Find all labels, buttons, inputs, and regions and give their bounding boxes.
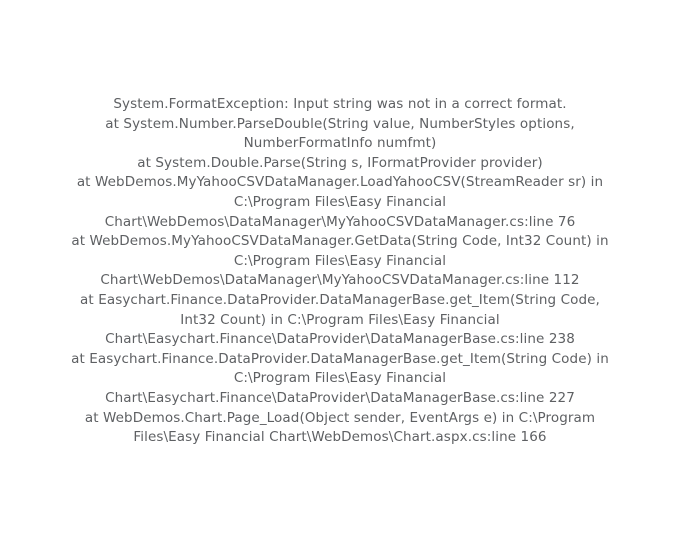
- stack-trace-line: NumberFormatInfo numfmt): [243, 135, 437, 152]
- stack-trace-line: C:\Program Files\Easy Financial: [233, 193, 447, 210]
- stack-trace-line: at System.Double.Parse(String s, IFormatProvider provider): [137, 154, 543, 171]
- stack-trace-line-exception-message: System.FormatException: Input string was not in a correct format.: [113, 96, 567, 112]
- stack-trace-line: at WebDemos.MyYahooCSVDataManager.LoadYahooCSV(StreamReader sr) in: [76, 174, 604, 191]
- stack-trace-line: at WebDemos.Chart.Page_Load(Object sender, EventArgs e) in C:\Program: [84, 409, 596, 426]
- stack-trace-line: Chart\Easychart.Finance\DataProvider\DataManagerBase.cs:line 238: [105, 331, 575, 348]
- stack-trace-line: C:\Program Files\Easy Financial: [233, 370, 447, 387]
- stack-trace-line: Int32 Count) in C:\Program Files\Easy Financial: [180, 311, 500, 328]
- stack-trace-line: Chart\Easychart.Finance\DataProvider\DataManagerBase.cs:line 227: [105, 389, 575, 406]
- stack-trace-line: at System.Number.ParseDouble(String value, NumberStyles options,: [105, 115, 575, 132]
- stack-trace-line: at WebDemos.MyYahooCSVDataManager.GetData(String Code, Int32 Count) in: [71, 233, 609, 250]
- stack-trace-line: Chart\WebDemos\DataManager\MyYahooCSVDataManager.cs:line 112: [100, 272, 580, 289]
- stack-trace-line: at Easychart.Finance.DataProvider.DataManagerBase.get_Item(String Code,: [80, 291, 600, 308]
- stack-trace-line: C:\Program Files\Easy Financial: [233, 252, 447, 269]
- stack-trace-line: Chart\WebDemos\DataManager\MyYahooCSVDataManager.cs:line 76: [104, 213, 576, 230]
- stack-trace-line: Files\Easy Financial Chart\WebDemos\Chart.aspx.cs:line 166: [133, 429, 547, 446]
- stack-trace-line: at Easychart.Finance.DataProvider.DataManagerBase.get_Item(String Code) in: [71, 350, 609, 367]
